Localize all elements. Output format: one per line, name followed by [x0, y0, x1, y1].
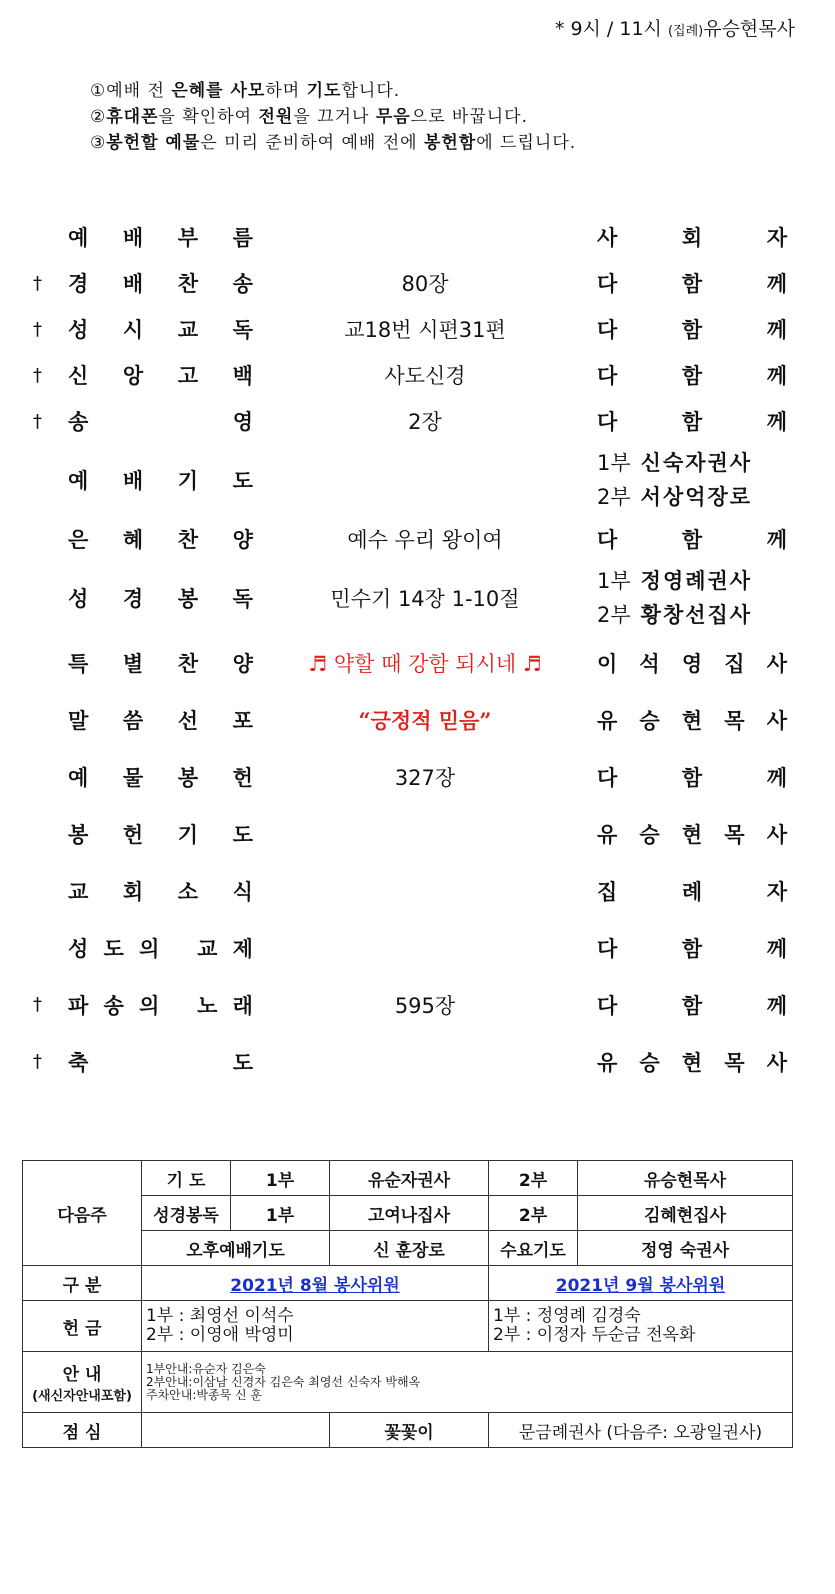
char: 집: [724, 651, 745, 676]
order-item: [0, 691, 835, 748]
guide-line-1: 1부안내:유순자 김은숙: [146, 1361, 266, 1376]
guideline-text: 하며: [265, 81, 307, 101]
char: 사: [766, 822, 787, 847]
char: 사: [766, 708, 787, 733]
char: 도: [103, 936, 124, 961]
guide-details: [142, 1352, 793, 1413]
order-title: [68, 524, 253, 554]
char: 기: [177, 469, 199, 493]
order-title: [68, 314, 253, 344]
worship-guidelines: [90, 78, 576, 156]
order-item: [0, 919, 835, 976]
char: 물: [122, 765, 144, 790]
char: 봉: [68, 822, 89, 847]
offering-august-part1: 1부 : 최영선 이석수: [146, 1306, 294, 1326]
char: 의: [139, 993, 160, 1018]
order-leader: [597, 990, 787, 1020]
guideline-text: 을 끄거나: [293, 107, 376, 127]
char: 양: [232, 528, 253, 552]
part2-label: 2부: [489, 1161, 578, 1196]
char: 도: [232, 469, 253, 493]
char: 예: [68, 469, 89, 493]
guide-line-2: 2부안내:이삼남 신경자 김은숙 최영선 신숙자 박해옥: [146, 1374, 421, 1389]
char: 특: [68, 651, 89, 676]
order-item: [0, 214, 835, 260]
order-item: [0, 260, 835, 306]
char: 예: [68, 226, 89, 250]
char: 다: [597, 936, 618, 961]
prayer-part2: 유승현목사: [578, 1161, 793, 1196]
order-leader: [597, 524, 787, 554]
leader-line: [597, 598, 787, 632]
order-detail: 민수기 14장 1-10절: [330, 587, 520, 611]
order-title: [68, 933, 253, 963]
offering-label: 헌 금: [23, 1301, 142, 1352]
char: 신: [68, 364, 89, 388]
reading-label: 성경봉독: [142, 1196, 231, 1231]
char: 축: [68, 1050, 89, 1075]
order-leader: [597, 406, 787, 436]
order-item: [0, 1033, 835, 1090]
char: 이: [597, 651, 618, 676]
char: 경: [68, 272, 89, 296]
char: 사: [766, 651, 787, 676]
char: 께: [766, 318, 787, 342]
char: 봉: [177, 765, 199, 790]
offering-september-part1: 1부 : 정영례 김경숙: [493, 1306, 641, 1326]
afternoon-prayer-label: 오후예배기도: [142, 1231, 330, 1266]
order-leader: [597, 705, 787, 735]
char: 함: [681, 364, 703, 388]
char: 승: [639, 822, 660, 847]
guideline-text: ①예배 전: [90, 81, 172, 101]
division-label: 구 분: [23, 1266, 142, 1301]
order-item: [0, 398, 835, 444]
guideline-text: 봉헌할 예물: [106, 133, 201, 153]
char: 송: [232, 272, 253, 296]
order-item: [0, 634, 835, 691]
guideline-text: 봉헌함: [423, 133, 477, 153]
order-title: [68, 360, 253, 390]
char: 유: [597, 1050, 618, 1075]
order-leader: [597, 933, 787, 963]
char: 양: [232, 651, 253, 676]
char: 다: [597, 272, 618, 296]
lunch-empty: [142, 1413, 330, 1448]
order-detail: 사도신경: [384, 364, 466, 388]
order-title: [68, 648, 253, 678]
char: 다: [597, 364, 618, 388]
char: 도: [232, 822, 253, 847]
order-leader: [597, 1047, 787, 1077]
char: 포: [232, 708, 253, 733]
leader-name: 황창선집사: [640, 603, 753, 627]
offering-august: [142, 1301, 489, 1352]
char: 선: [177, 708, 199, 733]
char: 교: [177, 318, 199, 342]
char: 목: [724, 822, 745, 847]
cross-mark: †: [33, 994, 42, 1015]
leader-line: [597, 446, 787, 480]
next-week-label: 다음주: [23, 1161, 142, 1266]
guide-sublabel: (새신자안내포함): [32, 1389, 132, 1404]
char: 성: [68, 318, 89, 342]
order-detail: 327장: [394, 765, 456, 790]
char: 께: [766, 993, 787, 1018]
char: 기: [177, 822, 199, 847]
char: 헌: [232, 765, 253, 790]
order-leaders: [597, 446, 787, 514]
order-title: [68, 465, 253, 495]
order-leader: [597, 762, 787, 792]
char: 함: [681, 993, 703, 1018]
officiant-note: [555, 14, 795, 41]
char: 유: [597, 822, 618, 847]
char: 봉: [177, 587, 199, 611]
guideline-text: 기도: [306, 81, 342, 101]
guideline-text: 은 미리 준비하여 예배 전에: [200, 133, 424, 153]
char: 름: [232, 226, 253, 250]
char: 배: [122, 469, 144, 493]
char: 다: [597, 993, 618, 1018]
char: 래: [232, 993, 253, 1018]
char: 함: [681, 765, 703, 790]
part1-label: 1부: [231, 1196, 330, 1231]
offering-august-part2: 2부 : 이영애 박영미: [146, 1325, 294, 1345]
lunch-team: 꽃꽃이: [330, 1413, 489, 1448]
leader-line: [597, 564, 787, 598]
leader-name: 신숙자권사: [640, 451, 753, 475]
offering-september-part2: 2부 : 이정자 두순금 전옥화: [493, 1325, 696, 1345]
cross-mark: †: [33, 318, 42, 340]
order-detail: 2장: [408, 410, 442, 434]
guide-line-3: 주차안내:박종묵 신 훈: [146, 1387, 263, 1402]
char: 사: [597, 226, 618, 250]
order-item: [0, 748, 835, 805]
char: 영: [232, 410, 253, 434]
wednesday-prayer-label: 수요기도: [489, 1231, 578, 1266]
order-item: [0, 976, 835, 1033]
char: 찬: [177, 651, 199, 676]
char: 의: [139, 936, 160, 961]
char: 경: [122, 587, 144, 611]
guideline-text: 전원: [258, 107, 294, 127]
cross-mark: †: [33, 272, 42, 294]
guideline-text: 을 확인하여: [158, 107, 259, 127]
order-leader: [597, 648, 787, 678]
char: 함: [681, 272, 703, 296]
order-detail: ♬ 약할 때 강함 되시네 ♬: [308, 651, 542, 676]
order-leader: [597, 314, 787, 344]
offering-september: [489, 1301, 793, 1352]
char: 함: [681, 936, 703, 961]
service-info-table: [22, 1160, 793, 1448]
reading-part2: 김혜현집사: [578, 1196, 793, 1231]
order-detail: 595장: [394, 993, 456, 1018]
part1-label: 1부: [231, 1161, 330, 1196]
char: 현: [681, 708, 703, 733]
guideline-text: 무음: [375, 107, 411, 127]
char: 찬: [177, 528, 199, 552]
order-item: [0, 562, 835, 634]
guide-label: 안 내: [62, 1365, 102, 1385]
char: 고: [177, 364, 199, 388]
officiant-label: (집례): [667, 24, 704, 39]
leader-name: 정영례권사: [640, 569, 753, 593]
order-detail: 교18번 시편31편: [344, 318, 506, 342]
afternoon-prayer-name: 신 훈장로: [330, 1231, 489, 1266]
guideline-text: 합니다.: [341, 81, 401, 101]
order-leader: [597, 268, 787, 298]
order-title: [68, 583, 253, 613]
char: 집: [597, 879, 618, 904]
service-times: * 9시 / 11시: [554, 18, 662, 40]
char: 께: [766, 936, 787, 961]
order-title: [68, 705, 253, 735]
char: 다: [597, 528, 618, 552]
service-part: 2부: [597, 485, 631, 509]
prayer-label: 기 도: [142, 1161, 231, 1196]
char: 독: [232, 587, 253, 611]
order-leader: [597, 360, 787, 390]
char: 다: [597, 318, 618, 342]
char: 현: [681, 822, 703, 847]
char: 현: [681, 1050, 703, 1075]
char: 교: [68, 879, 89, 904]
guideline-text: 으로 바꿉니다.: [410, 107, 529, 127]
char: 송: [68, 410, 89, 434]
order-title: [68, 1047, 253, 1077]
char: 혜: [122, 528, 144, 552]
service-part: 2부: [597, 603, 631, 627]
char: 도: [232, 1050, 253, 1075]
wednesday-prayer-name: 정영 숙권사: [578, 1231, 793, 1266]
order-leader: [597, 819, 787, 849]
char: 성: [68, 936, 89, 961]
char: 목: [724, 1050, 745, 1075]
char: 함: [681, 410, 703, 434]
order-leader: [597, 222, 787, 252]
leader-line: [597, 480, 787, 514]
char: 회: [681, 226, 703, 250]
char: 백: [232, 364, 253, 388]
char: 성: [68, 587, 89, 611]
order-title: [68, 762, 253, 792]
guideline-1: [90, 78, 576, 104]
order-title: [68, 990, 253, 1020]
lunch-text: 문금례권사 (다음주: 오광일권사): [489, 1413, 793, 1448]
order-item: [0, 444, 835, 516]
char: 소: [177, 879, 199, 904]
char: 찬: [177, 272, 199, 296]
order-title: [68, 406, 253, 436]
char: 께: [766, 765, 787, 790]
worship-order: [0, 214, 835, 1090]
lunch-label: 점 심: [23, 1413, 142, 1448]
reading-part1: 고여나집사: [330, 1196, 489, 1231]
guideline-2: [90, 104, 576, 130]
char: 께: [766, 528, 787, 552]
cross-mark: †: [33, 364, 42, 386]
char: 은: [68, 528, 89, 552]
char: [175, 933, 182, 963]
guideline-text: 에 드립니다.: [476, 133, 577, 153]
char: 회: [122, 879, 144, 904]
char: 앙: [122, 364, 144, 388]
august-volunteers-link[interactable]: 2021년 8월 봉사위원: [142, 1266, 489, 1301]
char: 다: [597, 410, 618, 434]
char: 사: [766, 1050, 787, 1075]
char: 교: [197, 936, 218, 961]
order-item: [0, 516, 835, 562]
order-title: [68, 222, 253, 252]
char: 파: [68, 993, 89, 1018]
order-detail: 예수 우리 왕이여: [347, 528, 503, 552]
char: 함: [681, 318, 703, 342]
char: 례: [681, 879, 703, 904]
part2-label: 2부: [489, 1196, 578, 1231]
order-title: [68, 876, 253, 906]
guideline-text: ②: [90, 107, 107, 127]
char: 별: [122, 651, 144, 676]
guideline-text: 휴대폰: [106, 107, 159, 127]
char: 영: [681, 651, 703, 676]
order-leaders: [597, 564, 787, 632]
cross-mark: †: [33, 410, 42, 432]
char: 노: [197, 993, 218, 1018]
order-leader: [597, 876, 787, 906]
leader-name: 서상억장로: [640, 485, 753, 509]
order-item: [0, 352, 835, 398]
char: 제: [232, 936, 253, 961]
char: 석: [639, 651, 660, 676]
char: 독: [232, 318, 253, 342]
order-item: [0, 805, 835, 862]
char: 자: [766, 879, 787, 904]
char: 배: [122, 226, 144, 250]
char: [175, 990, 182, 1020]
guideline-text: 은혜를 사모: [171, 81, 266, 101]
char: 말: [68, 708, 89, 733]
char: 씀: [122, 708, 144, 733]
char: 유: [597, 708, 618, 733]
order-item: [0, 306, 835, 352]
char: 승: [639, 1050, 660, 1075]
guideline-text: ③: [90, 133, 107, 153]
char: 승: [639, 708, 660, 733]
order-title: [68, 268, 253, 298]
char: 께: [766, 272, 787, 296]
guide-label-cell: [23, 1352, 142, 1413]
char: 함: [681, 528, 703, 552]
char: 예: [68, 765, 89, 790]
order-item: [0, 862, 835, 919]
prayer-part1: 유순자권사: [330, 1161, 489, 1196]
char: 송: [103, 993, 124, 1018]
char: 식: [232, 879, 253, 904]
guideline-3: [90, 130, 576, 156]
char: 시: [122, 318, 144, 342]
char: 목: [724, 708, 745, 733]
char: 께: [766, 410, 787, 434]
service-part: 1부: [597, 451, 631, 475]
cross-mark: †: [33, 1051, 42, 1072]
char: 께: [766, 364, 787, 388]
order-detail: “긍정적 믿음”: [358, 707, 492, 733]
char: 부: [177, 226, 199, 250]
char: 자: [766, 226, 787, 250]
char: 배: [122, 272, 144, 296]
service-part: 1부: [597, 569, 631, 593]
order-detail: 80장: [401, 272, 449, 296]
officiant-name: 유승현목사: [703, 18, 795, 40]
char: 헌: [122, 822, 144, 847]
order-title: [68, 819, 253, 849]
september-volunteers-link[interactable]: 2021년 9월 봉사위원: [489, 1266, 793, 1301]
char: 다: [597, 765, 618, 790]
